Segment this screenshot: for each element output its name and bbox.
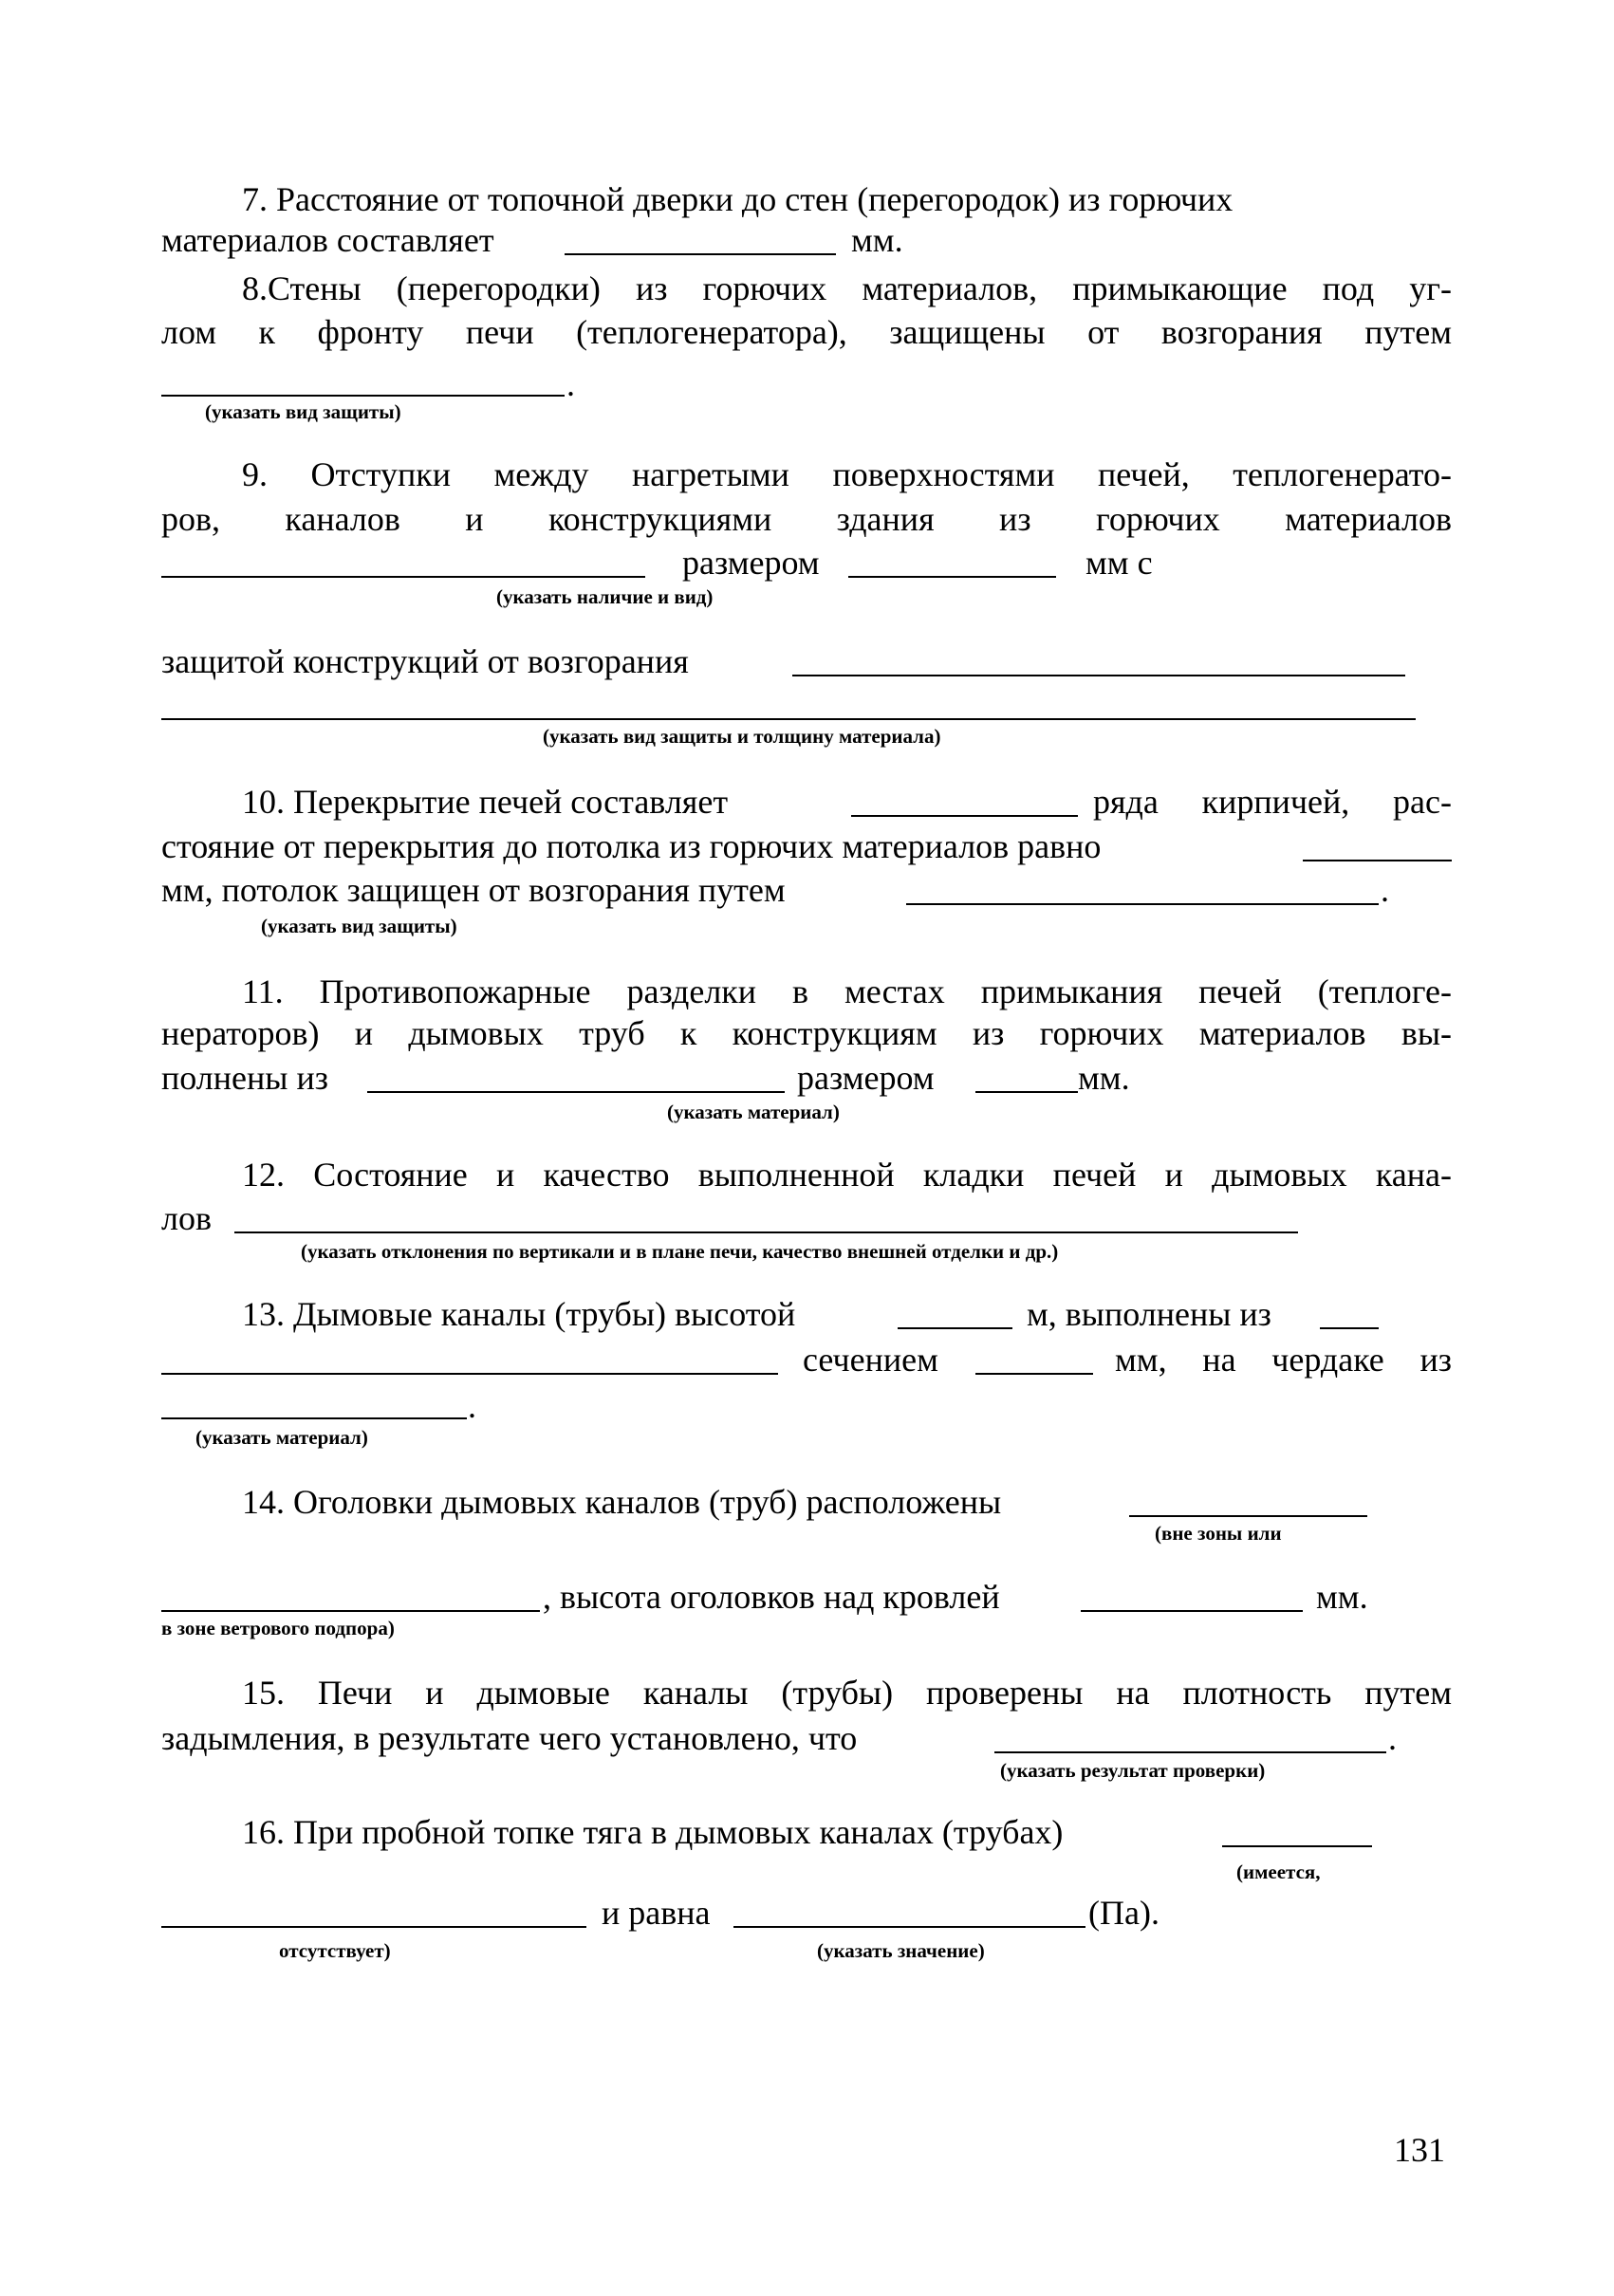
item-7-unit: мм. — [851, 221, 903, 259]
item-12-line-1: 12. Состояние и качество выполненной кладки печей и дымовых кана- — [242, 1156, 1452, 1194]
item-15-line-2: задымления, в результате чего установлено, что — [161, 1719, 858, 1757]
item-11-size-label: размером — [797, 1059, 935, 1097]
item-9-line-1: 9. Отступки между нагретыми поверхностями печей, теплогенерато- — [242, 455, 1452, 493]
blank-field — [367, 1091, 785, 1093]
item-16-hint-1: (имеется, — [1236, 1861, 1321, 1883]
blank-field — [161, 395, 565, 397]
blank-field — [906, 903, 1379, 905]
blank-field — [1081, 1610, 1303, 1612]
item-13-end: . — [468, 1387, 476, 1425]
blank-field — [1320, 1327, 1379, 1329]
item-13-line-1a: 13. Дымовые каналы (трубы) высотой — [242, 1295, 796, 1333]
blank-field — [234, 1231, 1298, 1233]
item-13-line-2a: сечением — [803, 1341, 938, 1379]
item-16-unit: (Па). — [1088, 1894, 1159, 1932]
item-7-line-1: 7. Расстояние от топочной дверки до стен (перегородок) из горючих — [242, 180, 1234, 218]
item-10-end: . — [1381, 871, 1389, 909]
item-9-size-label: размером — [682, 544, 820, 582]
page-number: 131 — [1394, 2131, 1445, 2169]
blank-field — [161, 1373, 778, 1375]
item-12-line-2: лов — [161, 1199, 212, 1237]
item-10-line-3: мм, потолок защищен от возгорания путем — [161, 871, 786, 909]
item-11-line-3: полнены из — [161, 1059, 328, 1097]
item-14-line-2: , высота оголовков над кровлей — [543, 1578, 1000, 1616]
blank-field — [898, 1327, 1012, 1329]
item-10-hint: (указать вид защиты) — [261, 915, 457, 937]
blank-field — [848, 576, 1056, 578]
blank-field — [975, 1091, 1078, 1093]
item-16-hint-3: (указать значение) — [817, 1939, 985, 1962]
item-16-line-1: 16. При пробной топке тяга в дымовых каналах (трубах) — [242, 1813, 1064, 1851]
blank-field — [733, 1926, 1085, 1928]
blank-field — [161, 1610, 540, 1612]
item-9-hint-1: (указать наличие и вид) — [496, 585, 714, 608]
item-15-end: . — [1388, 1719, 1397, 1757]
item-14-hint-2: в зоне ветрового подпора) — [161, 1617, 395, 1639]
item-9-line-2: ров, каналов и конструкциями здания из горючих материалов — [161, 500, 1452, 538]
item-7-line-2: материалов составляет — [161, 221, 494, 259]
item-10-line-2: стояние от перекрытия до потолка из горючих материалов равно — [161, 827, 1102, 865]
blank-field — [565, 253, 836, 255]
item-13-line-1b: м, выполнены из — [1027, 1295, 1271, 1333]
blank-field — [1222, 1845, 1372, 1847]
item-8-end: . — [566, 365, 575, 403]
item-8-hint: (указать вид защиты) — [205, 400, 401, 423]
blank-field — [161, 576, 645, 578]
item-12-hint: (указать отклонения по вертикали и в плане печи, качество внешней отделки и др.) — [301, 1240, 1059, 1263]
item-11-hint: (указать материал) — [667, 1101, 840, 1123]
item-10-line-1b: ряда кирпичей, рас- — [1093, 783, 1452, 821]
item-11-line-1: 11. Противопожарные разделки в местах примыкания печей (теплоге- — [242, 972, 1452, 1010]
item-10-line-1a: 10. Перекрытие печей составляет — [242, 783, 729, 821]
item-16-line-2: и равна — [602, 1894, 711, 1932]
item-8-line-2: лом к фронту печи (теплогенератора), защищены от возгорания путем — [161, 313, 1452, 351]
blank-field — [994, 1751, 1386, 1753]
item-11-unit: мм. — [1078, 1059, 1130, 1097]
blank-field — [1129, 1515, 1367, 1517]
blank-field — [161, 1417, 467, 1419]
item-13-hint: (указать материал) — [195, 1426, 368, 1449]
item-15-line-1: 15. Печи и дымовые каналы (трубы) проверены на плотность путем — [242, 1674, 1452, 1712]
item-15-hint: (указать результат проверки) — [1000, 1759, 1266, 1782]
item-8-line-1: 8.Стены (перегородки) из горючих материалов, примыкающие под уг- — [242, 269, 1452, 307]
item-9-hint-2: (указать вид защиты и толщину материала) — [543, 725, 941, 748]
item-14-line-1: 14. Оголовки дымовых каналов (труб) расположены — [242, 1483, 1002, 1521]
item-9-line-4: защитой конструкций от возгорания — [161, 642, 689, 680]
item-13-line-2b: мм, на чердаке из — [1115, 1341, 1452, 1379]
item-14-hint-1: (вне зоны или — [1155, 1522, 1282, 1545]
item-9-unit: мм с — [1085, 544, 1153, 582]
item-14-unit: мм. — [1316, 1578, 1368, 1616]
blank-field — [792, 675, 1405, 676]
item-11-line-2: нераторов) и дымовых труб к конструкциям из горючих материалов вы- — [161, 1014, 1452, 1052]
blank-field — [1303, 860, 1452, 861]
blank-field — [161, 718, 1416, 720]
blank-field — [851, 815, 1078, 817]
blank-field — [161, 1926, 586, 1928]
item-16-hint-2: отсутствует) — [279, 1939, 391, 1962]
blank-field — [975, 1373, 1093, 1375]
